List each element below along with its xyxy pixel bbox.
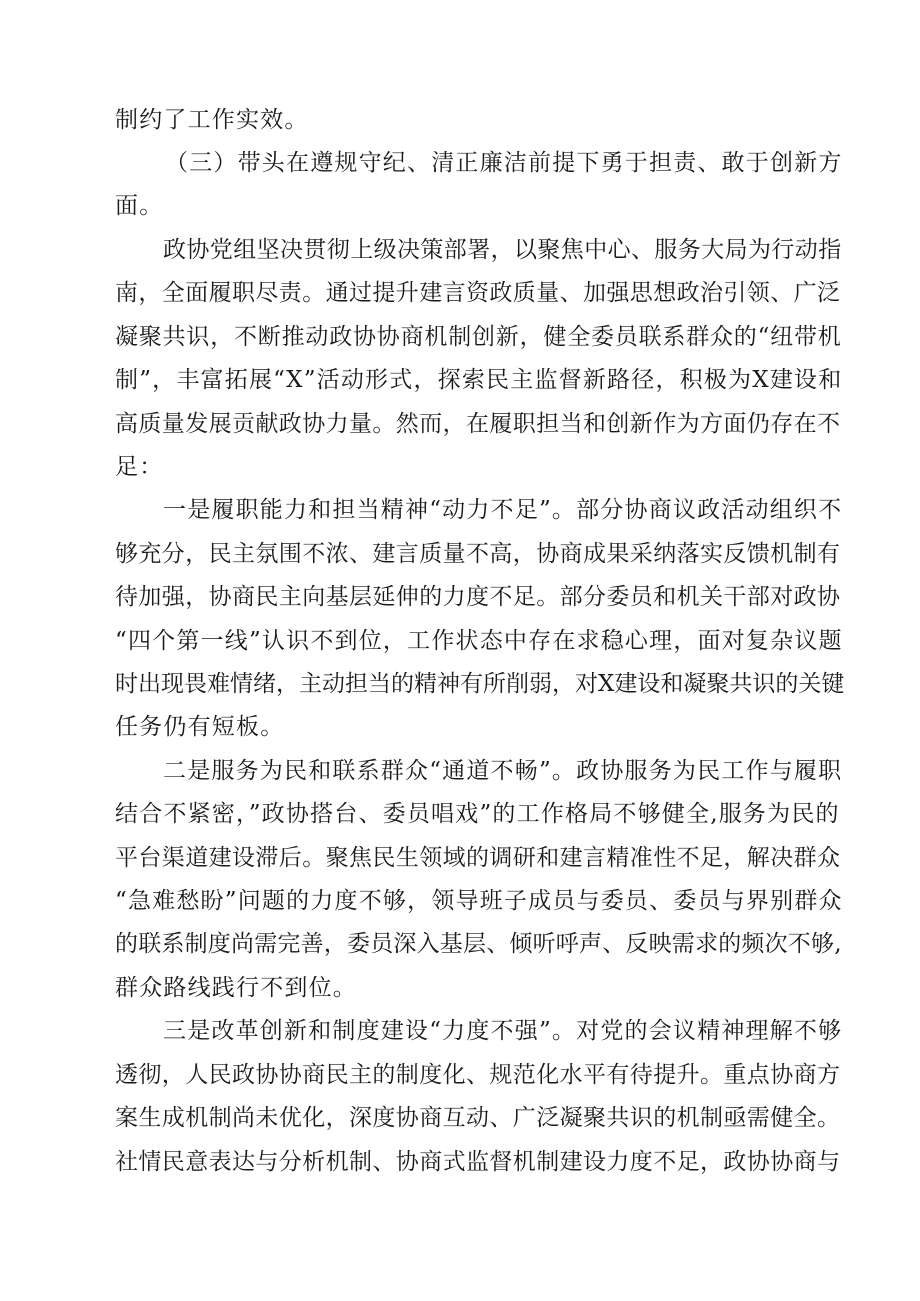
text-line: 政协党组坚决贯彻上级决策部署，以聚焦中心、服务大局为行动指 [163, 237, 842, 263]
text-line: 面。 [115, 193, 164, 219]
text-line: 够充分，民主氛围不浓、建言质量不高，协商成果采纳落实反馈机制有 [115, 541, 841, 567]
text-line: 三是改革创新和制度建设“力度不强”。对党的会议精神理解不够 [163, 1018, 843, 1044]
text-line: 足： [115, 454, 164, 480]
text-line: 高质量发展贡献政协力量。然而，在履职担当和创新作为方面仍存在不 [115, 411, 841, 437]
text-line: 任务仍有短板。 [115, 714, 285, 740]
text-line: 二是服务为民和联系群众“通道不畅”。政协服务为民工作与履职 [163, 758, 843, 784]
text-line: 平台渠道建设滞后。聚焦民生领域的调研和建言精准性不足，解决群众 [115, 845, 841, 871]
text-line: 社情民意表达与分析机制、协商式监督机制建设力度不足，政协协商与 [115, 1149, 841, 1175]
text-line: 透彻，人民政协协商民主的制度化、规范化水平有待提升。重点协商方 [115, 1062, 841, 1088]
text-line: 群众路线践行不到位。 [115, 975, 357, 1001]
text-line: 凝聚共识，不断推动政协协商机制创新，健全委员联系群众的“纽带机 [115, 324, 842, 350]
text-line: 时出现畏难情绪，主动担当的精神有所削弱，对X建设和凝聚共识的关键 [115, 671, 845, 697]
text-line: 待加强，协商民主向基层延伸的力度不足。部分委员和机关干部对政协 [115, 584, 841, 610]
text-line: 一是履职能力和担当精神“动力不足”。部分协商议政活动组织不 [163, 497, 843, 523]
text-line: “急难愁盼”问题的力度不够，领导班子成员与委员、委员与界别群众 [115, 888, 843, 914]
text-line: 案生成机制尚未优化，深度协商互动、广泛凝聚共识的机制亟需健全。 [115, 1105, 841, 1131]
text-line: 南，全面履职尽责。通过提升建言资政质量、加强思想政治引领、广泛 [115, 280, 841, 306]
section-heading: （三）带头在遵规守纪、清正廉洁前提下勇于担责、敢于创新方 [165, 150, 843, 176]
text-line: 制”，丰富拓展“X”活动形式，探索民主监督新路径，积极为X建设和 [115, 367, 843, 393]
text-line: 的联系制度尚需完善，委员深入基层、倾听呼声、反映需求的频次不够, [115, 931, 842, 957]
text-line: “四个第一线”认识不到位，工作状态中存在求稳心理，面对复杂议题 [115, 628, 843, 654]
text-line: 结合不紧密，”政协搭台、委员唱戏”的工作格局不够健全,服务为民的 [115, 801, 840, 827]
text-line: 制约了工作实效。 [115, 107, 309, 133]
